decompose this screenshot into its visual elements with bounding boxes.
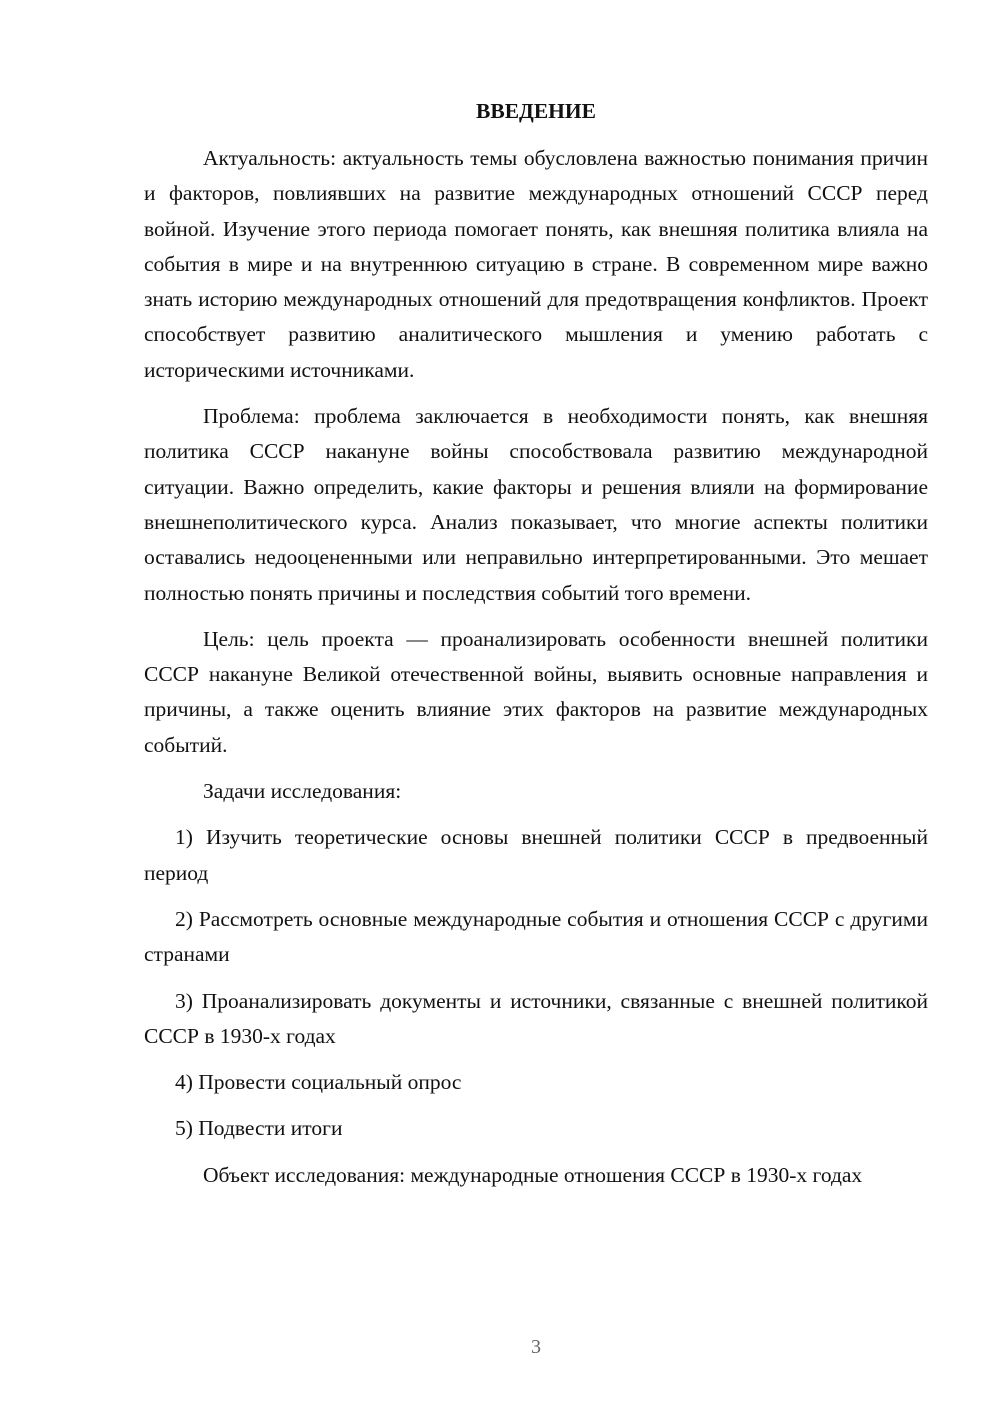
task-item-4: 4) Провести социальный опрос bbox=[175, 1070, 462, 1095]
paragraph-problem: Проблема: проблема заключается в необходимости понять, как внешняя политика СССР накануне войны способствовала развитию международной ситуации. Важно определить, какие факторы и решения влияли на формирование внешнеполитического курса. Анализ показывает, что многие аспекты политики оставались недооцененными или неправильно интерпретированными. Это мешает полностью понять причины и последствия событий того времени. bbox=[144, 404, 928, 605]
task-item-1: 1) Изучить теоретические основы внешней политики СССР в предвоенный период bbox=[144, 825, 928, 885]
section-heading: ВВЕДЕНИЕ bbox=[476, 99, 596, 123]
task-item-5: 5) Подвести итоги bbox=[175, 1116, 343, 1141]
paragraph-relevance: Актуальность: актуальность темы обусловлена важностью понимания причин и факторов, повлиявших на развитие международных отношений СССР перед войной. Изучение этого периода помогает понять, как внешняя политика влияла на события в мире и на внутреннюю ситуацию в стране. В современном мире важно знать историю международных отношений для предотвращения конфликтов. Проект способствует развитию аналитического мышления и умению работать с историческими источниками. bbox=[144, 146, 928, 382]
page-content bbox=[144, 94, 928, 1204]
paragraph-object: Объект исследования: международные отношения СССР в 1930-х годах bbox=[203, 1162, 863, 1187]
paragraph-goal: Цель: цель проекта — проанализировать особенности внешней политики СССР накануне Великой отечественной войны, выявить основные направления и причины, а также оценить влияние этих факторов на развитие международных событий. bbox=[144, 626, 928, 757]
task-item-3: 3) Проанализировать документы и источники, связанные с внешней политикой СССР в 1930-х годах bbox=[144, 988, 928, 1048]
page-number: 3 bbox=[531, 1336, 541, 1358]
tasks-heading: Задачи исследования: bbox=[203, 779, 402, 804]
task-item-2: 2) Рассмотреть основные международные события и отношения СССР с другими странами bbox=[144, 906, 928, 967]
